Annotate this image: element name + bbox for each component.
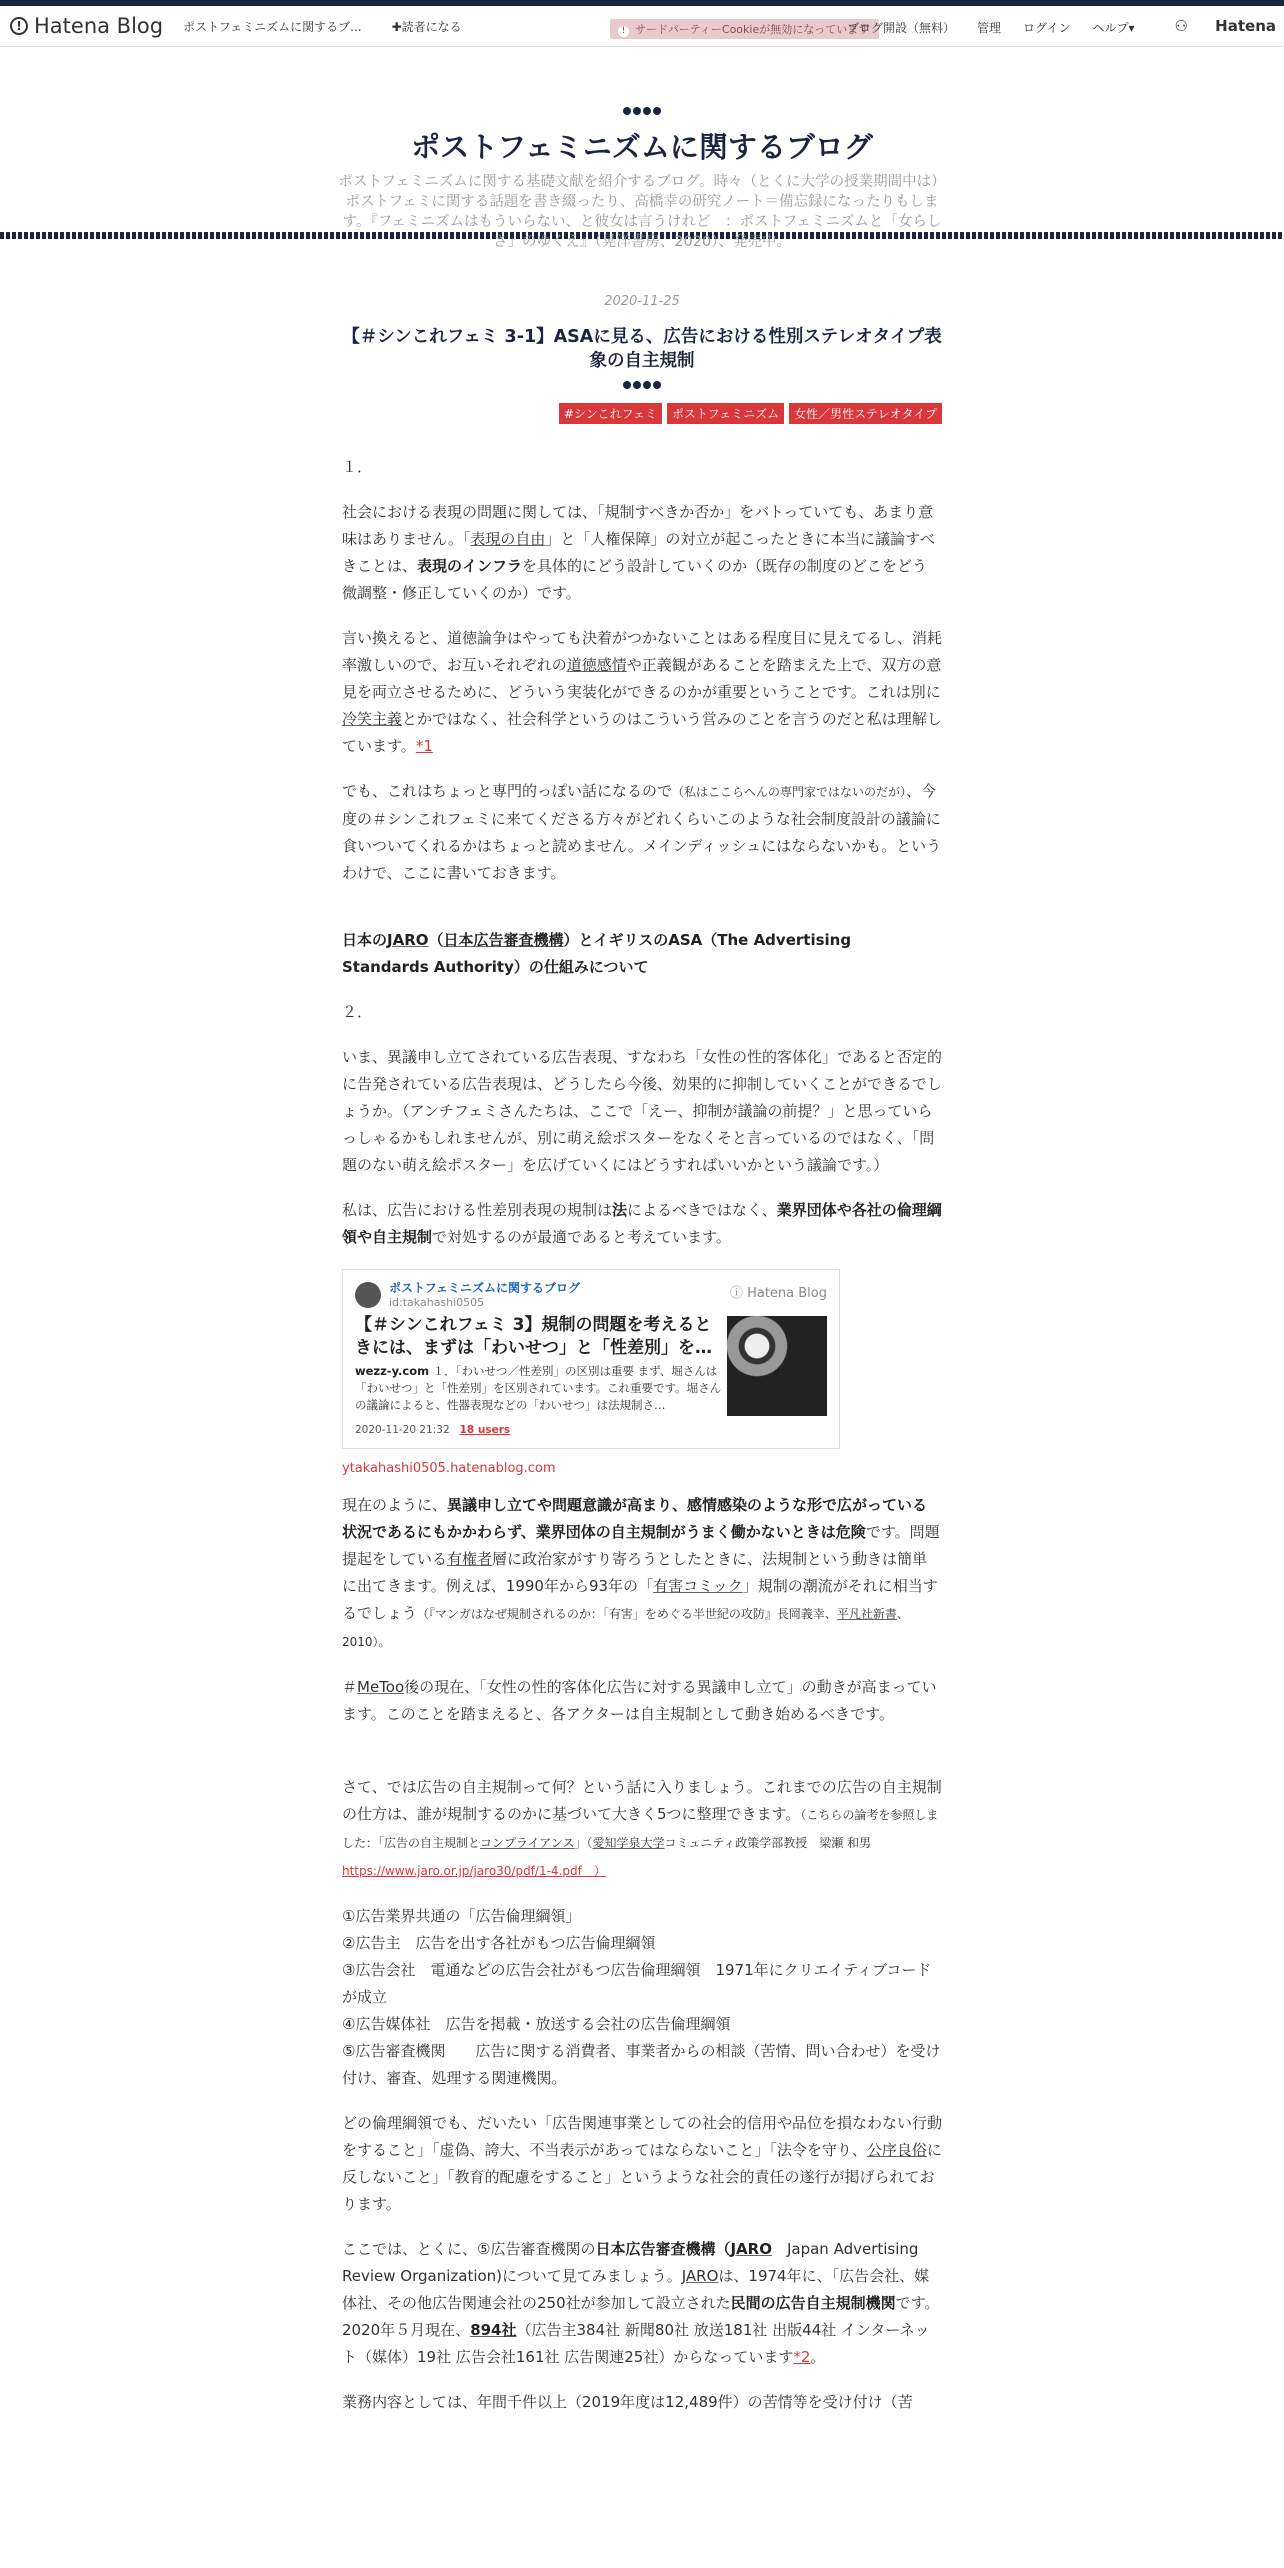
keyword-link[interactable]: JARO <box>681 2267 719 2285</box>
cookie-notice-text: サードパーティーCookieが無効になっています <box>635 23 870 36</box>
hatena-blog-logo[interactable] <box>10 14 163 38</box>
paragraph: 私は、広告における性差別表現の規制は法によるべきではなく、業界団体や各社の倫理綱領や自主規制で対処するのが最適であると考えています。 <box>342 1201 942 1246</box>
keyword-link[interactable]: 有害コミック <box>653 1577 743 1595</box>
keyword-link[interactable]: 有権者 <box>447 1550 493 1568</box>
blog-selector[interactable]: ポストフェミニズムに関するブ... <box>183 19 362 34</box>
list-item: ③広告会社 電通などの広告会社がもつ広告倫理綱領 1971年にクリエイティブコードが成立 <box>342 1961 932 2006</box>
bookmark-users-badge[interactable]: 18 users <box>459 1424 511 1436</box>
article-body <box>342 454 942 2416</box>
paragraph: いま、異議申し立てされている広告表現、すなわち「女性の性的客体化」であると否定的に告発されている広告表現は、どうしたら今後、効果的に抑制していくことができるでしょうか。（アンチフェミさんたちは、ここで「えー、抑制が議論の前提？」と思っていらっしゃるかもしれませんが、別に萌え絵ポスターをなくそと言っているのではなく、「問題のない萌え絵ポスター」を広げていくにはどうすればいいかという議論です。） <box>342 1048 943 1174</box>
paragraph: どの倫理綱領でも、だいたい「広告関連事業としての社会的信用や品位を損なわない行動をすること」「虚偽、誇大、不当表示があってはならないこと」「法令を守り、公序良俗に反しないこと」「教育的配慮をすること」というような社会的責任の遂行が掲げられております。 <box>342 2114 943 2213</box>
avatar[interactable] <box>355 1282 381 1308</box>
paragraph: 言い換えると、道徳論争はやっても決着がつかないことはある程度目に見えてるし、消耗率激しいので、お互いそれぞれの道徳感情や正義観があることを踏まえた上で、双方の意見を両立させるために、どういう実装化ができるのかが重要ということです。これは別に冷笑主義とかではなく、社会科学というのはこういう営みのことを言うのだと私は理解しています。*1 <box>342 629 943 755</box>
card-user-id[interactable]: id:takahashi0505 <box>389 1296 485 1309</box>
logo-text: Hatena Blog <box>34 14 164 38</box>
section-number: １． <box>342 458 373 476</box>
keyword-link[interactable]: コンプライアンス <box>480 1836 575 1850</box>
embedded-blog-card[interactable] <box>342 1269 840 1449</box>
list-item: ⑤広告審査機関 広告に関する消費者、事業者からの相談（苦情、問い合わせ）を受け付け、審査、処理する関連機関。 <box>342 2042 941 2087</box>
section-number: ２． <box>342 1003 373 1021</box>
keyword-link[interactable]: 平凡社新書 <box>836 1607 897 1621</box>
nav-help[interactable]: ヘルプ▾ <box>1092 21 1135 35</box>
source-link[interactable]: ytakahashi0505.hatenablog.com <box>342 1461 556 1476</box>
paragraph: 現在のように、異議申し立てや問題意識が高まり、感情感染のような形で広がっている状況であるにもかかわらず、業界団体の自主規制がうまく働かないときは危険です。問題提起をしている有権者層に政治家がすり寄ろうとしたときに、法規制という動きは簡単に出てきます。例えば、1990年から93年の「有害コミック」規制の潮流がそれに相当するでしょう（『マンガはなぜ規制されるのか：「有害」をめぐる半世紀の攻防』長岡義幸、平凡社新書、2010）。 <box>342 1496 940 1649</box>
dots-ornament-icon <box>342 381 942 389</box>
global-header <box>0 6 1284 47</box>
hatena-logo-icon: ! <box>10 17 28 35</box>
keyword-link[interactable]: 公序良俗 <box>866 2141 927 2159</box>
card-hatena-logo: ⓘ Hatena Blog <box>729 1286 827 1301</box>
footnote-link[interactable]: *1 <box>415 737 433 755</box>
nav-admin[interactable]: 管理 <box>977 21 1002 35</box>
info-icon: ! <box>618 26 629 37</box>
category-tag[interactable]: ポストフェミニズム <box>667 403 784 424</box>
blog-description: ポストフェミニズムに関する基礎文献を紹介するブログ。時々（とくに大学の授業期間中は）ポストフェミに関する話題を書き綴ったり、高橋幸の研究ノート＝備忘録になったりもします。『フェミニズムはもういらない、と彼女は言うけれど ：ポストフェミニズムと「女らしさ」のゆくえ』（晃洋書房、2020）、発売中。 <box>338 174 946 250</box>
list-item: ④広告媒体社 広告を掲載・放送する会社の広告倫理綱領 <box>342 2015 731 2033</box>
list-item: ②広告主 広告を出す各社がもつ広告倫理綱領 <box>342 1934 656 1952</box>
card-excerpt: wezz-y.com １．「わいせつ／性差別」の区別は重要 まず、堀さんは「わいせつ」と「性差別」を区別されています。これ重要です。堀さんの議論によると、性器表現などの「わいせつ」は法規制さ… <box>355 1364 722 1412</box>
paragraph: 業務内容としては、年間千件以上（2019年度は12,489件）の苦情等を受け付け（苦 <box>342 2393 913 2411</box>
paragraph: ＃MeToo後の現在、「女性の性的客体化広告に対する異議申し立て」の動きが高まっています。このことを踏まえると、各アクターは自主規制として動き始めるべきです。 <box>342 1678 937 1723</box>
keyword-link[interactable]: 道徳感情 <box>566 656 627 674</box>
paragraph: ここでは、とくに、⑤広告審査機関の日本広告審査機構（JARO Japan Advertising Review Organization)について見てみましょう。JAROは、1974年に、「広告会社、媒体社、その他広告関連会社の250社が参加して設立された民間の広告自主規制機関です。2020年５月現在、894社（広告主384社 新聞80社 放送181社 出版44社 インターネット（媒体）19社 広告会社161社 広告関連25社）からなっています*2。 <box>342 2240 940 2366</box>
article-title[interactable]: 【＃シンこれフェミ 3-1】ASAに見る、広告における性別ステレオタイプ表象の自主規制 <box>342 327 942 371</box>
paragraph: さて、では広告の自主規制って何？という話に入りましょう。これまでの広告の自主規制の仕方は、誰が規制するのかに基づいて大きく5つに整理できます。（こちらの論考を参照しました：「広告の自主規制とコンプライアンス」（愛知学泉大学コミュニティ政策学部教授 梁瀬 和男 https://www.jaro.or.jp/jaro30/pdf/1-4.pdf ） <box>342 1778 942 1878</box>
nav-start-blog[interactable]: ブログ開設（無料） <box>847 21 956 35</box>
keyword-link[interactable]: 愛知学泉大学 <box>592 1836 665 1850</box>
keyword-link[interactable]: 日本広告審査機構 <box>443 931 564 949</box>
subscribe-button[interactable]: ✚読者になる <box>391 19 462 34</box>
keyword-link[interactable]: 表現の自由 <box>470 530 546 548</box>
card-blog-name[interactable]: ポストフェミニズムに関するブログ <box>389 1281 581 1295</box>
paragraph: 社会における表現の問題に関しては、「規制すべきか否か」をバトっていても、あまり意味はありません。「表現の自由」と「人権保障」の対立が起こったときに本当に議論すべきことは、表現のインフラを具体的にどう設計していくのか（既存の制度のどこをどう微調整・修正していくのか）です。 <box>342 503 935 602</box>
keyword-link[interactable]: JARO <box>730 2240 772 2258</box>
nav-login[interactable]: ログイン <box>1023 21 1071 35</box>
list-item: ①広告業界共通の「広告倫理綱領」 <box>342 1907 581 1925</box>
blog-title[interactable]: ポストフェミニズムに関するブログ <box>411 130 873 164</box>
article <box>342 294 942 2416</box>
article-date[interactable]: 2020-11-25 <box>604 294 680 309</box>
category-tag[interactable]: 女性／男性ステレオタイプ <box>789 403 942 424</box>
hatena-mark-icon: ⚇ <box>1174 17 1188 35</box>
footnote-link[interactable]: *2 <box>793 2348 811 2366</box>
blog-header <box>0 47 1284 250</box>
card-meta: 2020-11-20 21:32 18 users <box>355 1424 511 1436</box>
section-heading: 日本のJARO（日本広告審査機構）とイギリスのASA（The Advertising Standards Authority）の仕組みについて <box>342 931 852 976</box>
keyword-link[interactable]: JARO <box>387 931 429 949</box>
external-link[interactable]: https://www.jaro.or.jp/jaro30/pdf/1-4.pdf ） <box>342 1864 606 1878</box>
card-title[interactable]: 【＃シンこれフェミ 3】規制の問題を考えるときには、まずは「わいせつ」と「性差別」を… <box>355 1315 712 1358</box>
brand-text: Hatena <box>1215 17 1276 35</box>
keyword-link[interactable]: MeToo <box>357 1678 405 1696</box>
card-thumbnail[interactable] <box>727 1316 827 1416</box>
dots-ornament-icon <box>0 107 1284 115</box>
regulation-list <box>342 1903 942 2092</box>
paragraph: でも、これはちょっと専門的っぽい話になるので（私はここらへんの専門家ではないのだが）、今度の＃シンこれフェミに来てくださる方々がどれくらいこのような社会制度設計の議論に食いついてくれるかはちょっと読めません。メインディッシュにはならないかも。というわけで、ここに書いておきます。 <box>342 782 942 882</box>
keyword-link[interactable]: 冷笑主義 <box>342 710 403 728</box>
header-nav <box>825 19 1276 36</box>
hatena-brand[interactable] <box>1152 17 1276 36</box>
hatena-logo-icon: ⓘ <box>729 1286 743 1301</box>
category-list <box>342 403 942 424</box>
category-tag[interactable]: #シンこれフェミ <box>559 403 662 424</box>
